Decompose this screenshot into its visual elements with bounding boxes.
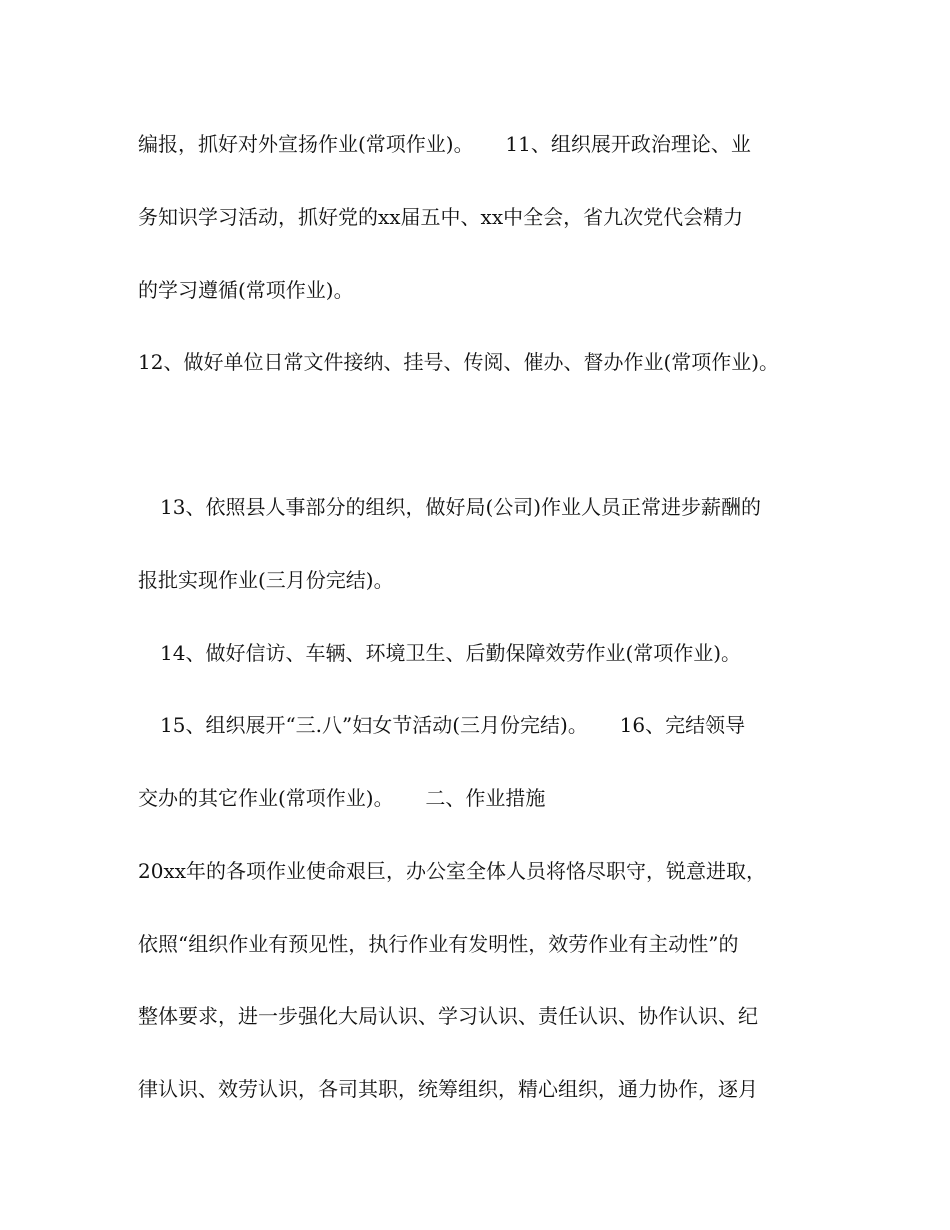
- text-line-2: 务知识学习活动，抓好党的xx届五中、xx中全会，省九次党代会精力: [138, 205, 744, 229]
- text-line-11: 依照“组织作业有预见性，执行作业有发明性，效劳作业有主动性”的: [138, 932, 739, 956]
- text-line-9: 交办的其它作业(常项作业)。 二、作业措施: [138, 786, 546, 810]
- text-line-12: 整体要求，进一步强化大局认识、学习认识、责任认识、协作认识、纪: [138, 1004, 758, 1028]
- text-line-8: 15、组织展开“三.八”妇女节活动(三月份完结)。 16、完结领导: [160, 713, 746, 737]
- text-line-3: 的学习遵循(常项作业)。: [138, 278, 354, 302]
- text-line-13: 律认识、效劳认识，各司其职，统筹组织，精心组织，通力协作，逐月: [138, 1077, 758, 1101]
- text-line-10: 20xx年的各项作业使命艰巨，办公室全体人员将恪尽职守，锐意进取，: [138, 859, 767, 883]
- text-line-7: 14、做好信访、车辆、环境卫生、后勤保障效劳作业(常项作业)。: [160, 641, 742, 665]
- text-line-6: 报批实现作业(三月份完结)。: [138, 568, 394, 592]
- text-line-1: 编报，抓好对外宣扬作业(常项作业)。 11、组织展开政治理论、业: [138, 132, 751, 156]
- text-line-4: 12、做好单位日常文件接纳、挂号、传阅、催办、督办作业(常项作业)。: [138, 350, 780, 374]
- text-line-5: 13、依照县人事部分的组织，做好局(公司)作业人员正常进步薪酬的: [160, 495, 762, 519]
